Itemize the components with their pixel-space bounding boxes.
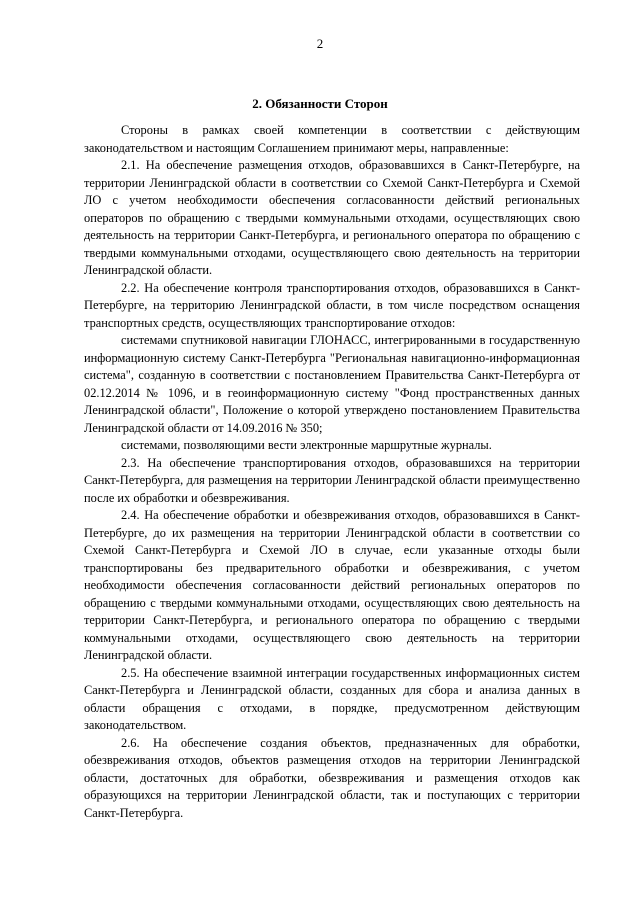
paragraph-intro: Стороны в рамках своей компетенции в соответствии с действующим законодательством и настоящим Соглашением принимают меры, направленные: [84, 123, 580, 155]
section-title: 2. Обязанности Сторон [252, 96, 388, 111]
paragraph-2-5: 2.5. На обеспечение взаимной интеграции государственных информационных систем Санкт-Петербурга и Ленинградской области, созданных для сбора и анализа данных в области обращения с отходами, в порядке, предусмотренном действующим законодательством. [84, 665, 580, 732]
document-body [84, 122, 580, 822]
paragraph-2-2: 2.2. На обеспечение контроля транспортирования отходов, образовавшихся в Санкт-Петербурге, на территорию Ленинградской области, в том числе посредством оснащения транспортных средств, осуществляющих транспортирование отходов: [84, 280, 580, 330]
paragraph-2-1: 2.1. На обеспечение размещения отходов, образовавшихся в Санкт-Петербурге, на территории Ленинградской области в соответствии со Схемой Санкт-Петербурга и Схемой ЛО с учетом необходимости обеспечения согласованности действий региональных операторов по обращению с твердыми коммунальными отходами, осуществляющих свою деятельность на территории Санкт-Петербурга, и регионального оператора по обращению с твердыми коммунальными отходами, осуществляющего свою деятельность на территории Ленинградской области. [84, 158, 580, 277]
paragraph-2-2-journals: системами, позволяющими вести электронные маршрутные журналы. [121, 438, 492, 452]
paragraph-2-4: 2.4. На обеспечение обработки и обезвреживания отходов, образовавшихся в Санкт-Петербурге, до их размещения на территории Ленинградской области в соответствии со Схемой Санкт-Петербурга и Схемой ЛО в случае, если указанные отходы были транспортированы без предварительного обработки и обезвреживания, с учетом необходимости обеспечения согласованности действий региональных операторов по обращению с твердыми коммунальными отходами, осуществляющих свою деятельность на территории Санкт-Петербурга, и регионального оператора по обращению с твердыми коммунальными отходами, осуществляющего свою деятельность на территории Ленинградской области. [84, 508, 580, 662]
paragraph-2-2-glonass: системами спутниковой навигации ГЛОНАСС, интегрированными в государственную информационную систему Санкт-Петербурга "Региональная навигационно-информационная система", созданную в соответствии с постановлением Правительства Санкт-Петербурга от 02.12.2014 № 1096, и в геоинформационную систему "Фонд пространственных данных Ленинградской области", Положение о которой утверждено постановлением Правительства Ленинградской области от 14.09.2016 № 350; [84, 333, 580, 435]
paragraph-2-3: 2.3. На обеспечение транспортирования отходов, образовавшихся на территории Санкт-Петербурга, для размещения на территории Ленинградской области преимущественно после их обработки и обезвреживания. [84, 455, 580, 505]
paragraph-2-6: 2.6. На обеспечение создания объектов, предназначенных для обработки, обезвреживания отходов, объектов размещения отходов на территории Ленинградской области, достаточных для обработки, обезвреживания и размещения отходов как образующихся на территории Ленинградской области, так и поступающих с территории Санкт-Петербурга. [84, 735, 580, 820]
page-number: 2 [316, 36, 324, 51]
